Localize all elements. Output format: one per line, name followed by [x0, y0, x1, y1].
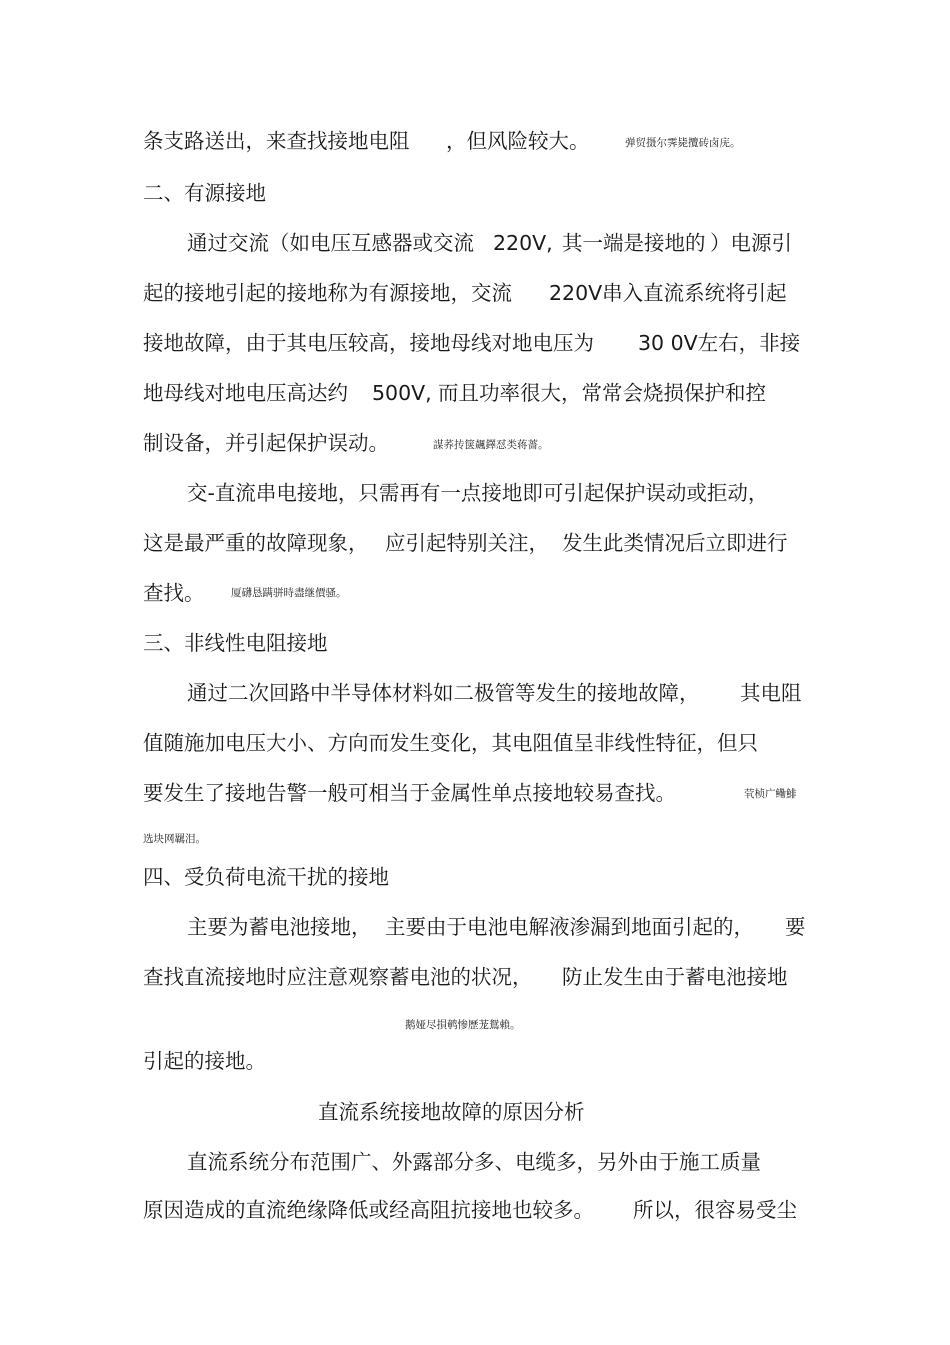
text-line: 应引起特别关注，: [385, 531, 549, 555]
garbled-watermark-text: 謀荞抟箧飆鐸怼类蒋薔。: [433, 439, 549, 451]
text-line: 查找。: [143, 581, 205, 605]
text-line: 主要由于电池电解液渗漏到地面引起的，: [385, 915, 754, 939]
text-line: 条支路送出，来查找接地电阻: [143, 129, 410, 153]
garbled-watermark-text: 茕桢广鳓鯡: [744, 788, 797, 800]
article-title: 直流系统接地故障的原因分析: [318, 1100, 585, 1124]
text-line: 原因造成的直流绝缘降低或经高阻抗接地也较多。: [143, 1198, 594, 1222]
garbled-watermark-text: 鹅娅尽損鹌惨歷茏鴛賴。: [405, 1019, 521, 1031]
text-line: 220V,: [493, 231, 553, 255]
text-line: 其电阻: [740, 681, 802, 705]
section-heading: 三、非线性电阻接地: [143, 631, 328, 655]
garbled-watermark-text: 厦礴恳蹒骈時盡继價骚。: [231, 587, 347, 599]
text-line: 而且功率很大，常常会烧损保护和控: [438, 381, 766, 405]
text-line: ）电源引: [710, 231, 792, 255]
text-line: 发生此类情况后立即进行: [562, 531, 788, 555]
text-line: 地母线对地电压高达约: [143, 381, 348, 405]
text-line: 30 0V左右，非接: [638, 331, 801, 355]
text-line: 主要为蓄电池接地，: [187, 915, 372, 939]
section-heading: 四、受负荷电流干扰的接地: [143, 865, 389, 889]
text-line: 交-直流串电接地，只需再有一点接地即可引起保护误动或拒动，: [187, 481, 769, 505]
text-line: ，但风险较大。: [446, 129, 590, 153]
text-line: 要发生了接地告警一般可相当于金属性单点接地较易查找。: [143, 781, 676, 805]
text-line: 防止发生由于蓄电池接地: [562, 965, 788, 989]
text-line: 其一端是接地的: [562, 231, 706, 255]
text-line: 500V,: [372, 381, 432, 405]
text-line: 通过二次回路中半导体材料如二极管等发生的接地故障，: [187, 681, 700, 705]
text-line: 所以，很容易受尘: [633, 1198, 797, 1222]
section-heading: 二、有源接地: [143, 181, 266, 205]
text-line: 接地故障，由于其电压较高，接地母线对地电压为: [143, 331, 594, 355]
text-line: 起的接地引起的接地称为有源接地，交流: [143, 281, 512, 305]
garbled-watermark-text: 选块网羈泪。: [143, 833, 206, 845]
text-line: 通过交流（如电压互感器或交流: [187, 231, 474, 255]
text-line: 这是最严重的故障现象，: [143, 531, 369, 555]
text-line: 制设备，并引起保护误动。: [143, 431, 389, 455]
text-line: 引起的接地。: [143, 1049, 266, 1073]
text-line: 直流系统分布范围广、外露部分多、电缆多，另外由于施工质量: [187, 1150, 761, 1174]
text-line: 查找直流接地时应注意观察蓄电池的状况，: [143, 965, 533, 989]
text-line: 220V串入直流系统将引起: [549, 281, 787, 305]
garbled-watermark-text: 弹贸摄尔霁毙攬砖卤庑。: [625, 137, 741, 149]
text-line: 要: [785, 915, 806, 939]
text-line: 值随施加电压大小、方向而发生变化，其电阻值呈非线性特征，但只: [143, 731, 758, 755]
